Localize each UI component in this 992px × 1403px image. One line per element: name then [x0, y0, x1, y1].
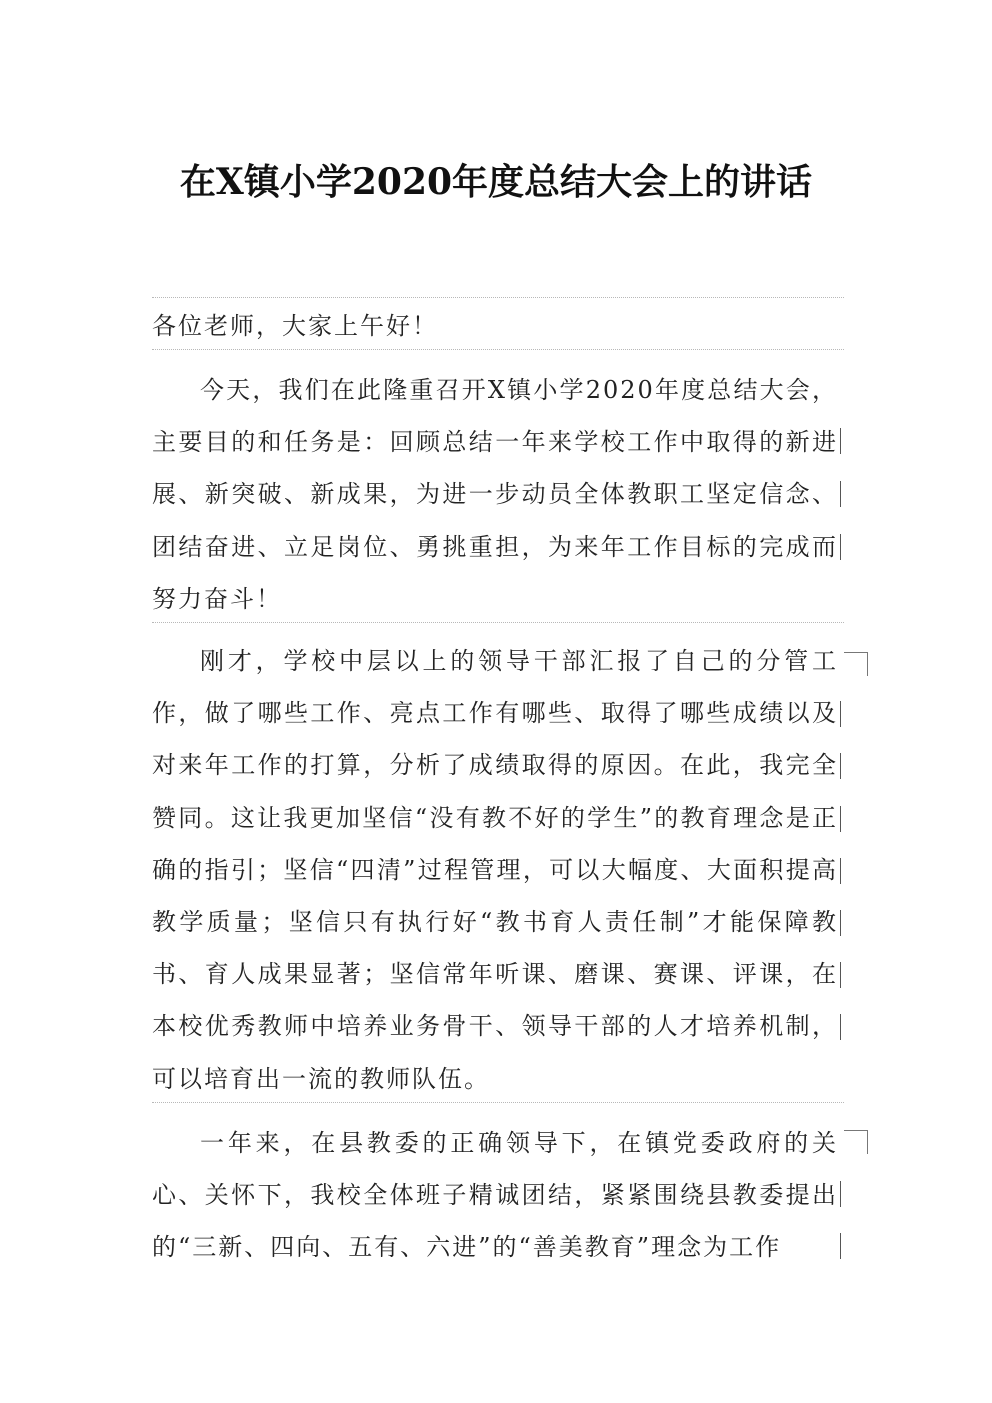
paragraph-2: 刚才，学校中层以上的领导干部汇报了自己的分管工作，做了哪些工作、亮点工作有哪些、取得了哪些成绩以及对来年工作的打算，分析了成绩取得的原因。在此，我完全赞同。这让我更加坚信“没有教不好的学生”的教育理念是正确的指引；坚信“四清”过程管理，可以大幅度、大面积提高教学质量；坚信只有执行好“教书育人责任制”才能保障教书、育人成果显著；坚信常年听课、磨课、赛课、评课，在本校优秀教师中培养业务骨干、领导干部的人才培养机制，可以培育出一流的教师队伍。 [152, 647, 838, 1093]
paragraph-corner-marker [844, 652, 868, 676]
line-end-marker [840, 1233, 841, 1259]
line-end-marker [840, 428, 841, 454]
line-end-marker [840, 858, 841, 884]
line-end-marker [840, 806, 841, 832]
paragraph-1: 今天，我们在此隆重召开X镇小学2020年度总结大会，主要目的和任务是：回顾总结一年来学校工作中取得的新进展、新突破、新成果，为进一步动员全体教职工坚定信念、团结奋进、立足岗位、勇挑重担，为来年工作目标的完成而努力奋斗！ [152, 376, 838, 613]
line-end-marker [840, 1181, 841, 1207]
line-end-marker [840, 910, 841, 936]
paragraph-divider [152, 297, 844, 298]
greeting-paragraph: 各位老师，大家上午好！ [152, 312, 438, 340]
document-title: 在X镇小学2020年度总结大会上的讲话 [179, 161, 813, 203]
line-end-marker [840, 962, 841, 988]
line-end-marker [840, 481, 841, 507]
line-end-marker [840, 1014, 841, 1040]
paragraph-corner-marker [844, 1130, 868, 1154]
line-end-marker [840, 753, 841, 779]
line-end-marker [840, 534, 841, 560]
paragraph-3: 一年来，在县教委的正确领导下，在镇党委政府的关心、关怀下，我校全体班子精诚团结，紧紧围绕县教委提出的“三新、四向、五有、六进”的“善美教育”理念为工作 [152, 1129, 838, 1262]
line-end-marker [840, 701, 841, 727]
